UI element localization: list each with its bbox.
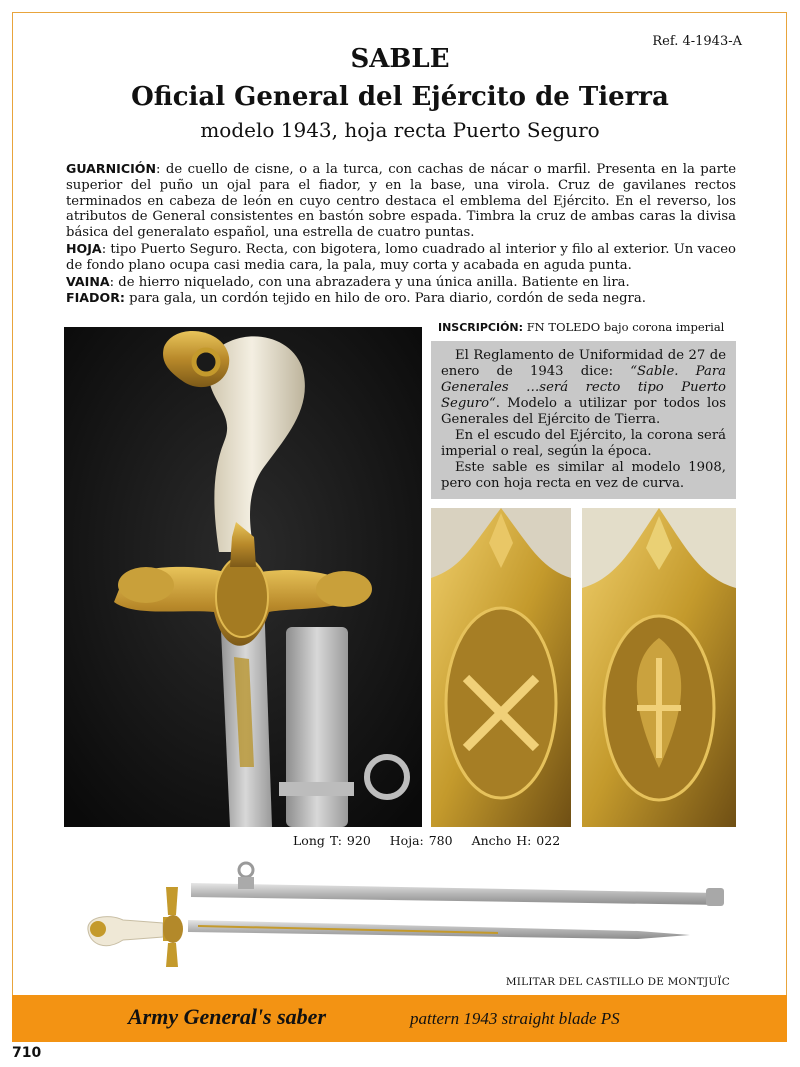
vaina-text: : de hierro niquelado, con una abrazadera y una única anilla. Batiente en lira.	[109, 274, 630, 290]
museum-credit: MILITAR DEL CASTILLO DE MONTJUÏC	[505, 976, 730, 988]
page-subtitle: modelo 1943, hoja recta Puerto Seguro	[200, 118, 600, 142]
hoja-label: HOJA	[66, 240, 102, 256]
guarnicion-paragraph	[66, 161, 736, 241]
full-saber-photo	[78, 855, 728, 975]
fiador-label: FIADOR:	[66, 290, 125, 306]
guard-obverse-image	[431, 508, 571, 827]
guard-obverse-photo	[431, 508, 571, 827]
vaina-label: VAINA	[66, 273, 110, 289]
inscription-label: INSCRIPCIÓN:	[438, 321, 524, 334]
guard-reverse-photo	[582, 508, 736, 827]
note-paragraph-1	[441, 348, 726, 428]
dimension-blade-width: Ancho H: 022	[471, 833, 561, 848]
hoja-paragraph	[66, 241, 736, 274]
page-title: SABLE	[350, 44, 450, 74]
note-p1-b: . Modelo a utilizar por todos los Generales del Ejército de Tierra.	[441, 396, 726, 427]
page-title-line2: Oficial General del Ejército de Tierra	[131, 82, 669, 112]
description-block	[66, 161, 736, 307]
note-paragraph-3: Este sable es similar al modelo 1908, pero con hoja recta en vez de curva.	[441, 460, 726, 491]
dimensions	[293, 833, 574, 848]
reference-number: Ref. 4-1943-A	[652, 34, 742, 49]
page-number: 710	[12, 1045, 42, 1061]
guarnicion-label: GUARNICIÓN	[66, 161, 157, 176]
inscription-text: FN TOLEDO bajo corona imperial	[523, 320, 725, 334]
note-box	[431, 341, 736, 499]
english-title-banner	[12, 995, 787, 1042]
hilt-photo-image	[64, 327, 422, 827]
guarnicion-text: : de cuello de cisne, o a la turca, con cachas de nácar o marfil. Presenta en la parte superior del puño un ojal para el fiador, y en la base, una virola. Cruz de gavilanes rectos terminados en cabeza de león en cuyo centro destaca el emblema del Ejército. En el reverso, los atributos de General consistentes en bastón sobre espada. Timbra la cruz de ambas caras la divisa básica del generalato español, una estrella de cuatro puntas.	[66, 162, 736, 241]
fiador-paragraph	[66, 290, 736, 307]
note-p1-quote: “Sable. Para Generales …será recto tipo Puerto Seguro“	[441, 364, 726, 411]
note-paragraph-2: En el escudo del Ejército, la corona será imperial o real, según la época.	[441, 428, 726, 459]
full-saber-image	[78, 855, 728, 975]
hoja-text: : tipo Puerto Seguro. Recta, con bigotera, lomo cuadrado al interior y filo al exterior. Un vaceo de fondo plano ocupa casi media cara, la pala, muy corta y acabada en aguda punta.	[66, 241, 736, 273]
note-p1-a: El Reglamento de Uniformidad de 27 de enero de 1943 dice:	[441, 348, 726, 379]
dimension-total-length: Long T: 920	[293, 833, 371, 848]
hilt-photo	[64, 327, 422, 827]
english-subtitle: pattern 1943 straight blade PS	[410, 1009, 620, 1028]
dimension-blade-length: Hoja: 780	[389, 833, 453, 848]
inscription	[438, 320, 724, 334]
english-title: Army General's saber	[128, 1004, 326, 1029]
fiador-text: para gala, un cordón tejido en hilo de oro. Para diario, cordón de seda negra.	[124, 291, 646, 307]
guard-reverse-image	[582, 508, 736, 827]
vaina-paragraph	[66, 274, 736, 291]
